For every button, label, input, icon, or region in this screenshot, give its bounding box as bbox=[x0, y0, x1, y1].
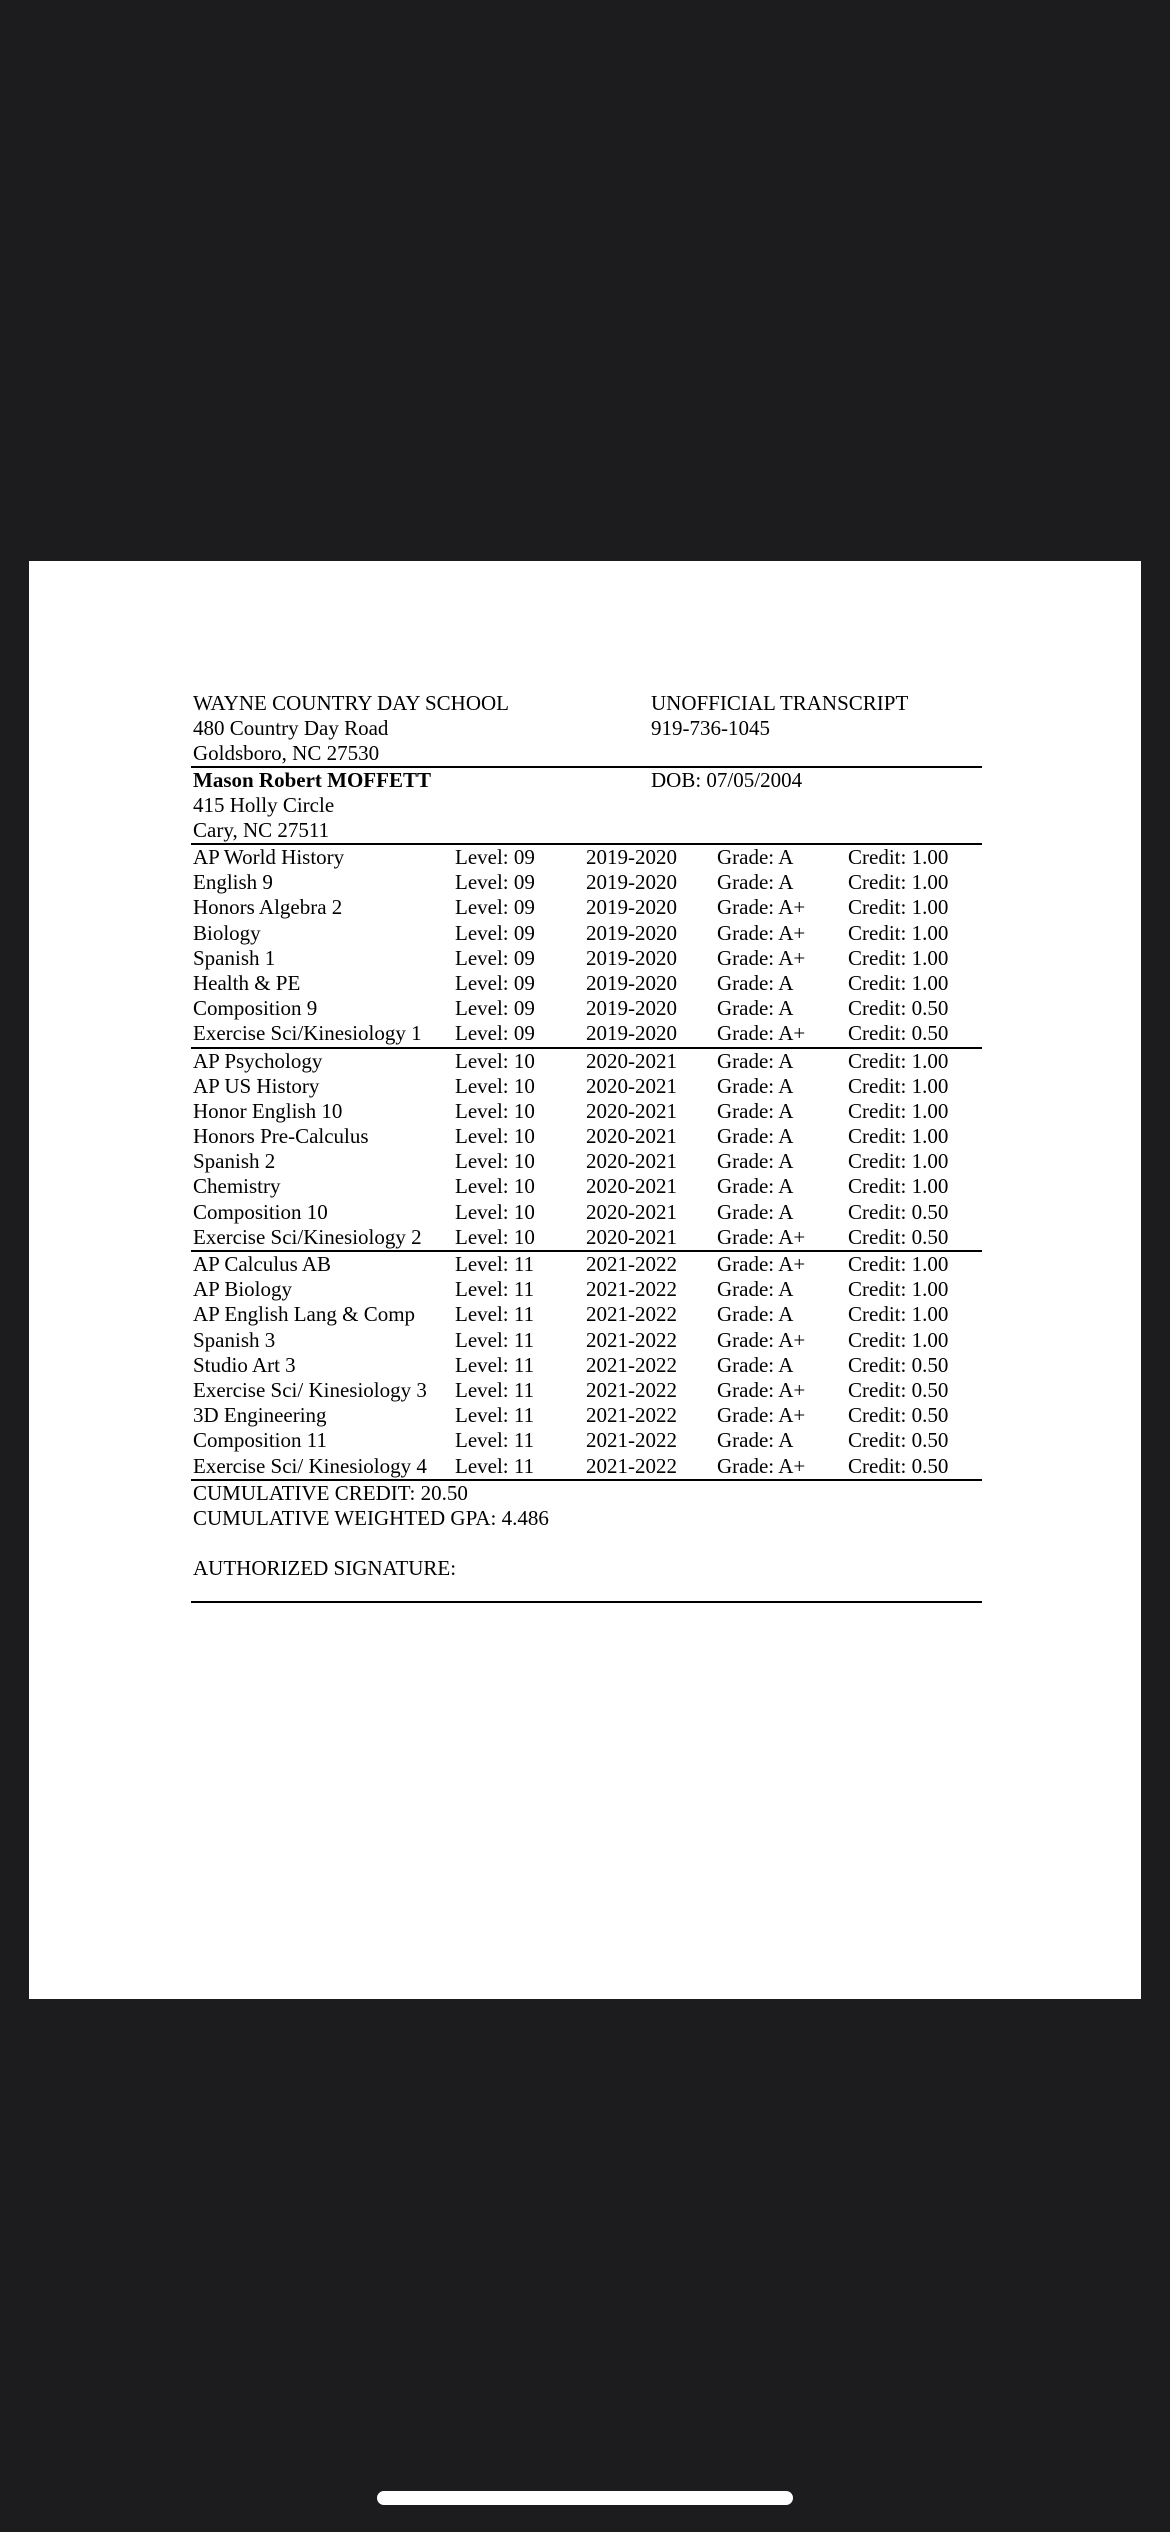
cumulative-credit: CUMULATIVE CREDIT: 20.50 bbox=[193, 1480, 468, 1505]
course-credit: Credit: 1.00 bbox=[848, 1048, 949, 1073]
course-level: Level: 10 bbox=[455, 1098, 535, 1123]
course-name: Exercise Sci/Kinesiology 1 bbox=[193, 1021, 422, 1046]
student-address-line1: 415 Holly Circle bbox=[193, 793, 335, 817]
course-row bbox=[193, 1252, 983, 1277]
course-grade: Grade: A+ bbox=[717, 1327, 806, 1352]
course-credit: Credit: 1.00 bbox=[848, 845, 949, 869]
course-name: AP Biology bbox=[193, 1277, 292, 1302]
course-credit: Credit: 1.00 bbox=[848, 1327, 949, 1352]
course-row bbox=[193, 1124, 983, 1149]
course-grade: Grade: A bbox=[717, 845, 794, 869]
term-block bbox=[193, 1252, 983, 1479]
course-credit: Credit: 1.00 bbox=[848, 1073, 949, 1098]
course-year: 2021-2022 bbox=[586, 1352, 677, 1377]
course-year: 2019-2020 bbox=[586, 970, 677, 995]
course-row bbox=[193, 895, 983, 920]
course-year: 2019-2020 bbox=[586, 845, 677, 869]
course-level: Level: 09 bbox=[455, 920, 535, 945]
course-credit: Credit: 0.50 bbox=[848, 1428, 949, 1453]
course-row bbox=[193, 1302, 983, 1327]
course-level: Level: 11 bbox=[455, 1302, 535, 1327]
signature-line bbox=[191, 1601, 982, 1603]
course-level: Level: 11 bbox=[455, 1428, 535, 1453]
course-level: Level: 10 bbox=[455, 1149, 535, 1174]
course-row bbox=[193, 1225, 983, 1250]
course-grade: Grade: A+ bbox=[717, 895, 806, 920]
school-header bbox=[193, 691, 983, 766]
course-level: Level: 11 bbox=[455, 1377, 535, 1402]
course-year: 2020-2021 bbox=[586, 1224, 677, 1249]
course-year: 2021-2022 bbox=[586, 1453, 677, 1478]
course-row bbox=[193, 1049, 983, 1074]
course-credit: Credit: 0.50 bbox=[848, 1021, 949, 1046]
course-name: Composition 9 bbox=[193, 996, 318, 1021]
course-level: Level: 09 bbox=[455, 970, 535, 995]
course-credit: Credit: 1.00 bbox=[848, 1149, 949, 1174]
course-terms bbox=[193, 845, 983, 1481]
course-level: Level: 10 bbox=[455, 1199, 535, 1224]
course-row bbox=[193, 1378, 983, 1403]
course-name: Spanish 2 bbox=[193, 1149, 276, 1174]
student-name: Mason Robert MOFFETT bbox=[193, 768, 431, 792]
course-row bbox=[193, 870, 983, 895]
school-phone: 919-736-1045 bbox=[651, 716, 770, 740]
course-grade: Grade: A bbox=[717, 1277, 794, 1302]
course-credit: Credit: 1.00 bbox=[848, 1174, 949, 1199]
course-name: Exercise Sci/Kinesiology 2 bbox=[193, 1224, 422, 1249]
course-name: AP World History bbox=[193, 845, 345, 869]
course-grade: Grade: A+ bbox=[717, 1377, 806, 1402]
course-credit: Credit: 1.00 bbox=[848, 920, 949, 945]
course-grade: Grade: A bbox=[717, 996, 794, 1021]
course-level: Level: 11 bbox=[455, 1403, 535, 1428]
course-credit: Credit: 0.50 bbox=[848, 1377, 949, 1402]
course-name: Honors Algebra 2 bbox=[193, 895, 343, 920]
course-grade: Grade: A+ bbox=[717, 1403, 806, 1428]
course-name: Honors Pre-Calculus bbox=[193, 1124, 369, 1149]
course-year: 2021-2022 bbox=[586, 1377, 677, 1402]
transcript-page bbox=[29, 561, 1141, 1999]
course-year: 2021-2022 bbox=[586, 1277, 677, 1302]
course-row bbox=[193, 1403, 983, 1428]
course-grade: Grade: A bbox=[717, 1428, 794, 1453]
course-credit: Credit: 0.50 bbox=[848, 1352, 949, 1377]
course-credit: Credit: 0.50 bbox=[848, 1453, 949, 1478]
course-year: 2020-2021 bbox=[586, 1174, 677, 1199]
course-row bbox=[193, 946, 983, 971]
course-level: Level: 11 bbox=[455, 1327, 535, 1352]
course-level: Level: 10 bbox=[455, 1073, 535, 1098]
course-grade: Grade: A bbox=[717, 970, 794, 995]
course-year: 2020-2021 bbox=[586, 1149, 677, 1174]
course-credit: Credit: 0.50 bbox=[848, 996, 949, 1021]
course-level: Level: 11 bbox=[455, 1277, 535, 1302]
course-grade: Grade: A+ bbox=[717, 920, 806, 945]
course-credit: Credit: 1.00 bbox=[848, 895, 949, 920]
course-name: Composition 11 bbox=[193, 1428, 327, 1453]
course-grade: Grade: A+ bbox=[717, 1224, 806, 1249]
course-row bbox=[193, 1174, 983, 1199]
course-name: AP US History bbox=[193, 1073, 320, 1098]
cumulative-gpa: CUMULATIVE WEIGHTED GPA: 4.486 bbox=[193, 1505, 549, 1530]
course-grade: Grade: A+ bbox=[717, 1021, 806, 1046]
document-title: UNOFFICIAL TRANSCRIPT bbox=[651, 691, 909, 715]
course-grade: Grade: A+ bbox=[717, 1252, 806, 1276]
course-row bbox=[193, 1428, 983, 1453]
course-grade: Grade: A bbox=[717, 1073, 794, 1098]
course-grade: Grade: A bbox=[717, 870, 794, 895]
course-credit: Credit: 1.00 bbox=[848, 1098, 949, 1123]
school-address-line2: Goldsboro, NC 27530 bbox=[193, 741, 380, 765]
course-grade: Grade: A bbox=[717, 1124, 794, 1149]
course-level: Level: 09 bbox=[455, 895, 535, 920]
course-year: 2020-2021 bbox=[586, 1124, 677, 1149]
course-credit: Credit: 0.50 bbox=[848, 1224, 949, 1249]
course-grade: Grade: A bbox=[717, 1352, 794, 1377]
course-credit: Credit: 1.00 bbox=[848, 1302, 949, 1327]
course-name: AP Psychology bbox=[193, 1048, 323, 1073]
course-year: 2021-2022 bbox=[586, 1302, 677, 1327]
course-row bbox=[193, 1021, 983, 1046]
course-year: 2021-2022 bbox=[586, 1252, 677, 1276]
course-name: Studio Art 3 bbox=[193, 1352, 296, 1377]
course-level: Level: 09 bbox=[455, 870, 535, 895]
course-level: Level: 11 bbox=[455, 1252, 535, 1276]
student-address-line2: Cary, NC 27511 bbox=[193, 818, 330, 842]
course-year: 2019-2020 bbox=[586, 895, 677, 920]
course-name: AP Calculus AB bbox=[193, 1252, 332, 1276]
course-grade: Grade: A bbox=[717, 1048, 794, 1073]
student-dob: DOB: 07/05/2004 bbox=[651, 768, 803, 792]
course-name: Honor English 10 bbox=[193, 1098, 343, 1123]
course-name: Spanish 3 bbox=[193, 1327, 276, 1352]
course-credit: Credit: 1.00 bbox=[848, 870, 949, 895]
course-credit: Credit: 1.00 bbox=[848, 1252, 949, 1276]
school-name: WAYNE COUNTRY DAY SCHOOL bbox=[193, 691, 510, 715]
course-level: Level: 09 bbox=[455, 996, 535, 1021]
course-row bbox=[193, 1099, 983, 1124]
course-name: AP English Lang & Comp bbox=[193, 1302, 416, 1327]
course-credit: Credit: 0.50 bbox=[848, 1403, 949, 1428]
course-credit: Credit: 1.00 bbox=[848, 1124, 949, 1149]
course-name: Composition 10 bbox=[193, 1199, 328, 1224]
term-block bbox=[193, 1049, 983, 1251]
course-credit: Credit: 0.50 bbox=[848, 1199, 949, 1224]
course-grade: Grade: A+ bbox=[717, 945, 806, 970]
student-info bbox=[193, 768, 983, 843]
home-indicator[interactable] bbox=[377, 2491, 793, 2505]
course-level: Level: 10 bbox=[455, 1174, 535, 1199]
course-level: Level: 11 bbox=[455, 1453, 535, 1478]
course-name: Exercise Sci/ Kinesiology 3 bbox=[193, 1377, 427, 1402]
course-name: Biology bbox=[193, 920, 261, 945]
course-year: 2021-2022 bbox=[586, 1428, 677, 1453]
course-grade: Grade: A bbox=[717, 1174, 794, 1199]
course-year: 2021-2022 bbox=[586, 1403, 677, 1428]
course-row bbox=[193, 996, 983, 1021]
course-year: 2019-2020 bbox=[586, 870, 677, 895]
course-credit: Credit: 1.00 bbox=[848, 945, 949, 970]
course-grade: Grade: A bbox=[717, 1302, 794, 1327]
course-grade: Grade: A bbox=[717, 1098, 794, 1123]
course-row bbox=[193, 1328, 983, 1353]
course-grade: Grade: A+ bbox=[717, 1453, 806, 1478]
course-grade: Grade: A bbox=[717, 1199, 794, 1224]
course-name: English 9 bbox=[193, 870, 273, 895]
course-name: 3D Engineering bbox=[193, 1403, 327, 1428]
term-block bbox=[193, 845, 983, 1047]
course-level: Level: 10 bbox=[455, 1124, 535, 1149]
course-name: Spanish 1 bbox=[193, 945, 276, 970]
course-level: Level: 09 bbox=[455, 845, 535, 869]
course-year: 2019-2020 bbox=[586, 996, 677, 1021]
course-credit: Credit: 1.00 bbox=[848, 970, 949, 995]
course-row bbox=[193, 921, 983, 946]
course-year: 2021-2022 bbox=[586, 1327, 677, 1352]
course-credit: Credit: 1.00 bbox=[848, 1277, 949, 1302]
course-year: 2020-2021 bbox=[586, 1073, 677, 1098]
course-year: 2020-2021 bbox=[586, 1098, 677, 1123]
course-year: 2019-2020 bbox=[586, 945, 677, 970]
course-level: Level: 10 bbox=[455, 1048, 535, 1073]
course-name: Exercise Sci/ Kinesiology 4 bbox=[193, 1453, 427, 1478]
signature-label: AUTHORIZED SIGNATURE: bbox=[193, 1555, 457, 1580]
transcript-summary bbox=[193, 1481, 983, 1603]
course-row bbox=[193, 971, 983, 996]
course-row bbox=[193, 1149, 983, 1174]
course-level: Level: 11 bbox=[455, 1352, 535, 1377]
course-year: 2019-2020 bbox=[586, 920, 677, 945]
course-year: 2020-2021 bbox=[586, 1048, 677, 1073]
course-name: Health & PE bbox=[193, 970, 301, 995]
course-row bbox=[193, 1200, 983, 1225]
course-row bbox=[193, 1074, 983, 1099]
course-row bbox=[193, 1454, 983, 1479]
course-year: 2020-2021 bbox=[586, 1199, 677, 1224]
course-level: Level: 10 bbox=[455, 1224, 535, 1249]
course-row bbox=[193, 1353, 983, 1378]
school-address-line1: 480 Country Day Road bbox=[193, 716, 389, 740]
course-level: Level: 09 bbox=[455, 1021, 535, 1046]
transcript-content bbox=[193, 691, 983, 1603]
course-year: 2019-2020 bbox=[586, 1021, 677, 1046]
course-row bbox=[193, 1277, 983, 1302]
course-name: Chemistry bbox=[193, 1174, 281, 1199]
course-row bbox=[193, 845, 983, 870]
course-grade: Grade: A bbox=[717, 1149, 794, 1174]
course-level: Level: 09 bbox=[455, 945, 535, 970]
